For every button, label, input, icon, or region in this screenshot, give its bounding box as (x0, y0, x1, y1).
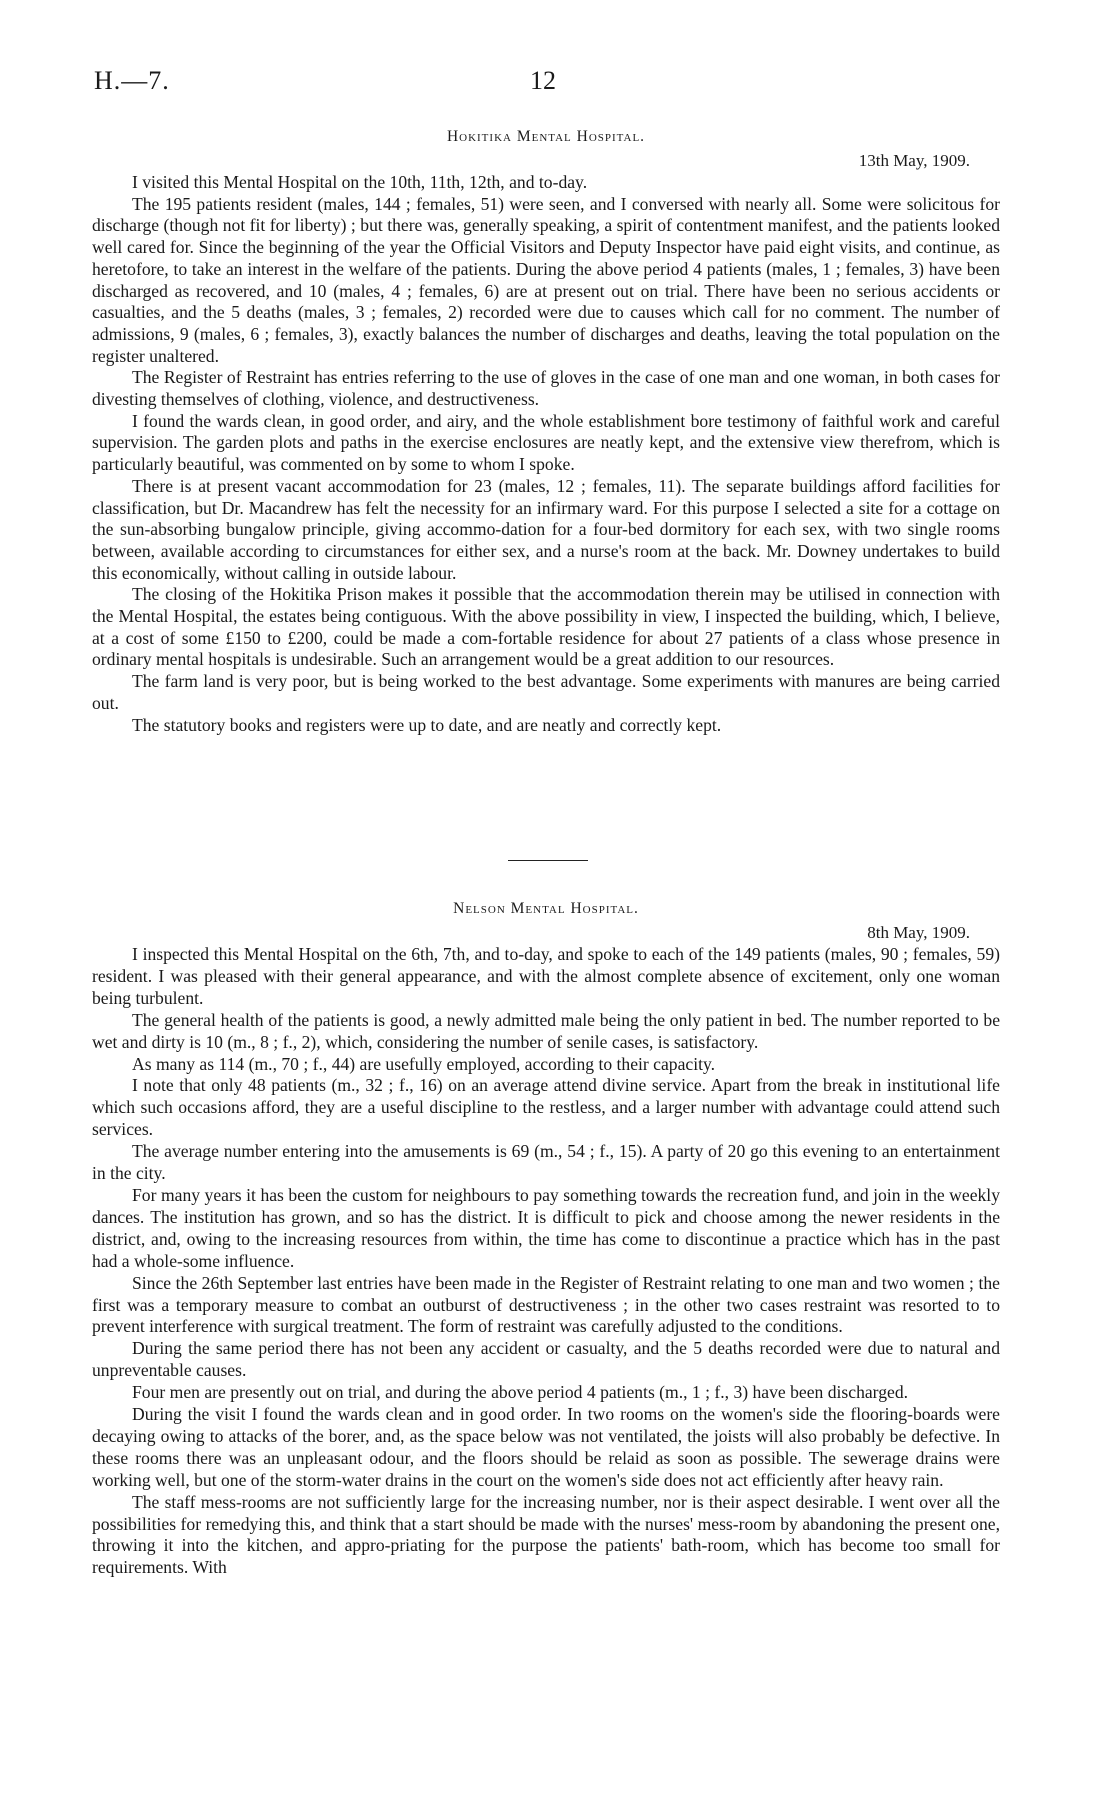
paragraph: During the same period there has not been any accident or casualty, and the 5 deaths recorded were due to natural and unpreventable causes. (92, 1338, 1000, 1381)
paragraph: I found the wards clean, in good order, and airy, and the whole establishment bore testimony of faithful work and careful supervision. The garden plots and paths in the exercise enclosures are neatly kept, and the extensive view therefrom, which is particularly beautiful, was commented on by some to whom I spoke. (92, 410, 1000, 475)
paragraph: As many as 114 (m., 70 ; f., 44) are usefully employed, according to their capacity. (132, 1053, 716, 1074)
section-date: 13th May, 1909. (858, 151, 970, 170)
section-title: Hokitika Mental Hospital. (446, 128, 646, 145)
paragraph: The general health of the patients is good, a newly admitted male being the only patient in bed. The number reported to be wet and dirty is 10 (m., 8 ; f., 2), which, considering the number of senile cases, is satisfactory. (92, 1009, 1000, 1052)
paragraph: During the visit I found the wards clean and in good order. In two rooms on the women's side the flooring-boards were decaying owing to attacks of the borer, and, as the space below was not ventilated, the joists will also probably be defective. In these rooms there was an unpleasant odour, and the floors should be relaid as soon as possible. The sewerage drains were working well, but one of the storm-water drains in the court on the women's side does not act efficiently after heavy rain. (92, 1404, 1000, 1490)
paragraph: Since the 26th September last entries have been made in the Register of Restraint relating to one man and two women ; the first was a temporary measure to combat an outburst of destructiveness ; in the other two cases restraint was resorted to to prevent interference with surgical treatment. The form of restraint was carefully adjusted to the conditions. (92, 1272, 1000, 1337)
paragraph: The 195 patients resident (males, 144 ; females, 51) were seen, and I conversed with nearly all. Some were solicitous for discharge (though not fit for liberty) ; but there was, generally speaking, a spirit of contentment manifest, and the patients looked well cared for. Since the beginning of the year the Official Visitors and Deputy Inspector have paid eight visits, and continue, as heretofore, to take an interest in the welfare of the patients. During the above period 4 patients (males, 1 ; females, 3) have been discharged as recovered, and 10 (males, 4 ; females, 6) are at present out on trial. There have been no serious accidents or casualties, and the 5 deaths (males, 3 ; females, 2) recorded were due to causes which call for no comment. The number of admissions, 9 (males, 6 ; females, 3), exactly balances the number of discharges and deaths, leaving the total population on the register unaltered. (92, 193, 1000, 366)
paragraph: For many years it has been the custom for neighbours to pay something towards the recreation fund, and join in the weekly dances. The institution has grown, and so has the district. It is difficult to pick and choose among the newer residents in the district, and, owing to the increasing resources from within, the time has come to discontinue a practice which has in the past had a whole-some influence. (92, 1184, 1000, 1271)
page-header (0, 66, 1114, 96)
paragraph: The Register of Restraint has entries referring to the use of gloves in the case of one man and one woman, in both cases for divesting themselves of clothing, violence, and destructiveness. (92, 367, 1000, 410)
report-reference: H.—7. (94, 66, 170, 95)
section-divider (508, 860, 588, 861)
section-date: 8th May, 1909. (867, 923, 970, 942)
paragraph: The average number entering into the amusements is 69 (m., 54 ; f., 15). A party of 20 go this evening to an entertainment in the city. (92, 1141, 1000, 1184)
hokitika-section (92, 126, 1000, 736)
paragraph: The closing of the Hokitika Prison makes it possible that the accommodation therein may be utilised in connection with the Mental Hospital, the estates being contiguous. With the above possibility in view, I inspected the building, which, I believe, at a cost of some £150 to £200, could be made a com-fortable residence for about 27 patients of a class whose presence in ordinary mental hospitals is undesirable. Such an arrangement would be a great addition to our resources. (92, 584, 1000, 670)
paragraph: There is at present vacant accommodation for 23 (males, 12 ; females, 11). The separate buildings afford facilities for classification, but Dr. Macandrew has felt the necessity for an infirmary ward. For this purpose I selected a site for a cottage on the sun-absorbing bungalow principle, giving accommo-dation for a four-bed dormitory for each sex, with two single rooms between, available according to circumstances for either sex, and a nurse's room at the back. Mr. Downey undertakes to build this economically, without calling in outside labour. (92, 475, 1000, 583)
paragraph: The staff mess-rooms are not sufficiently large for the increasing number, nor is their aspect desirable. I went over all the possibilities for remedying this, and think that a start should be made with the nurses' mess-room by abandoning the present one, throwing it into the kitchen, and appro-priating for the purpose the patients' bath-room, which has become too small for requirements. With (92, 1491, 1000, 1578)
page-number: 12 (530, 66, 556, 95)
section-title: Nelson Mental Hospital. (453, 900, 639, 917)
nelson-section (92, 898, 1000, 1579)
paragraph: The farm land is very poor, but is being worked to the best advantage. Some experiments with manures are being carried out. (92, 671, 1000, 713)
paragraph: I visited this Mental Hospital on the 10th, 11th, 12th, and to-day. (132, 172, 588, 192)
paragraph: I inspected this Mental Hospital on the 6th, 7th, and to-day, and spoke to each of the 149 patients (males, 90 ; females, 59) resident. I was pleased with their general appearance, and with the almost complete absence of excitement, only one woman being turbulent. (92, 944, 1000, 1008)
paragraph: I note that only 48 patients (m., 32 ; f., 16) on an average attend divine service. Apart from the break in institutional life which such occasions afford, they are a useful discipline to the restless, and a larger number with advantage could attend such services. (92, 1075, 1000, 1140)
paragraph: Four men are presently out on trial, and during the above period 4 patients (m., 1 ; f., 3) have been discharged. (132, 1382, 909, 1403)
paragraph: The statutory books and registers were up to date, and are neatly and correctly kept. (132, 714, 722, 735)
